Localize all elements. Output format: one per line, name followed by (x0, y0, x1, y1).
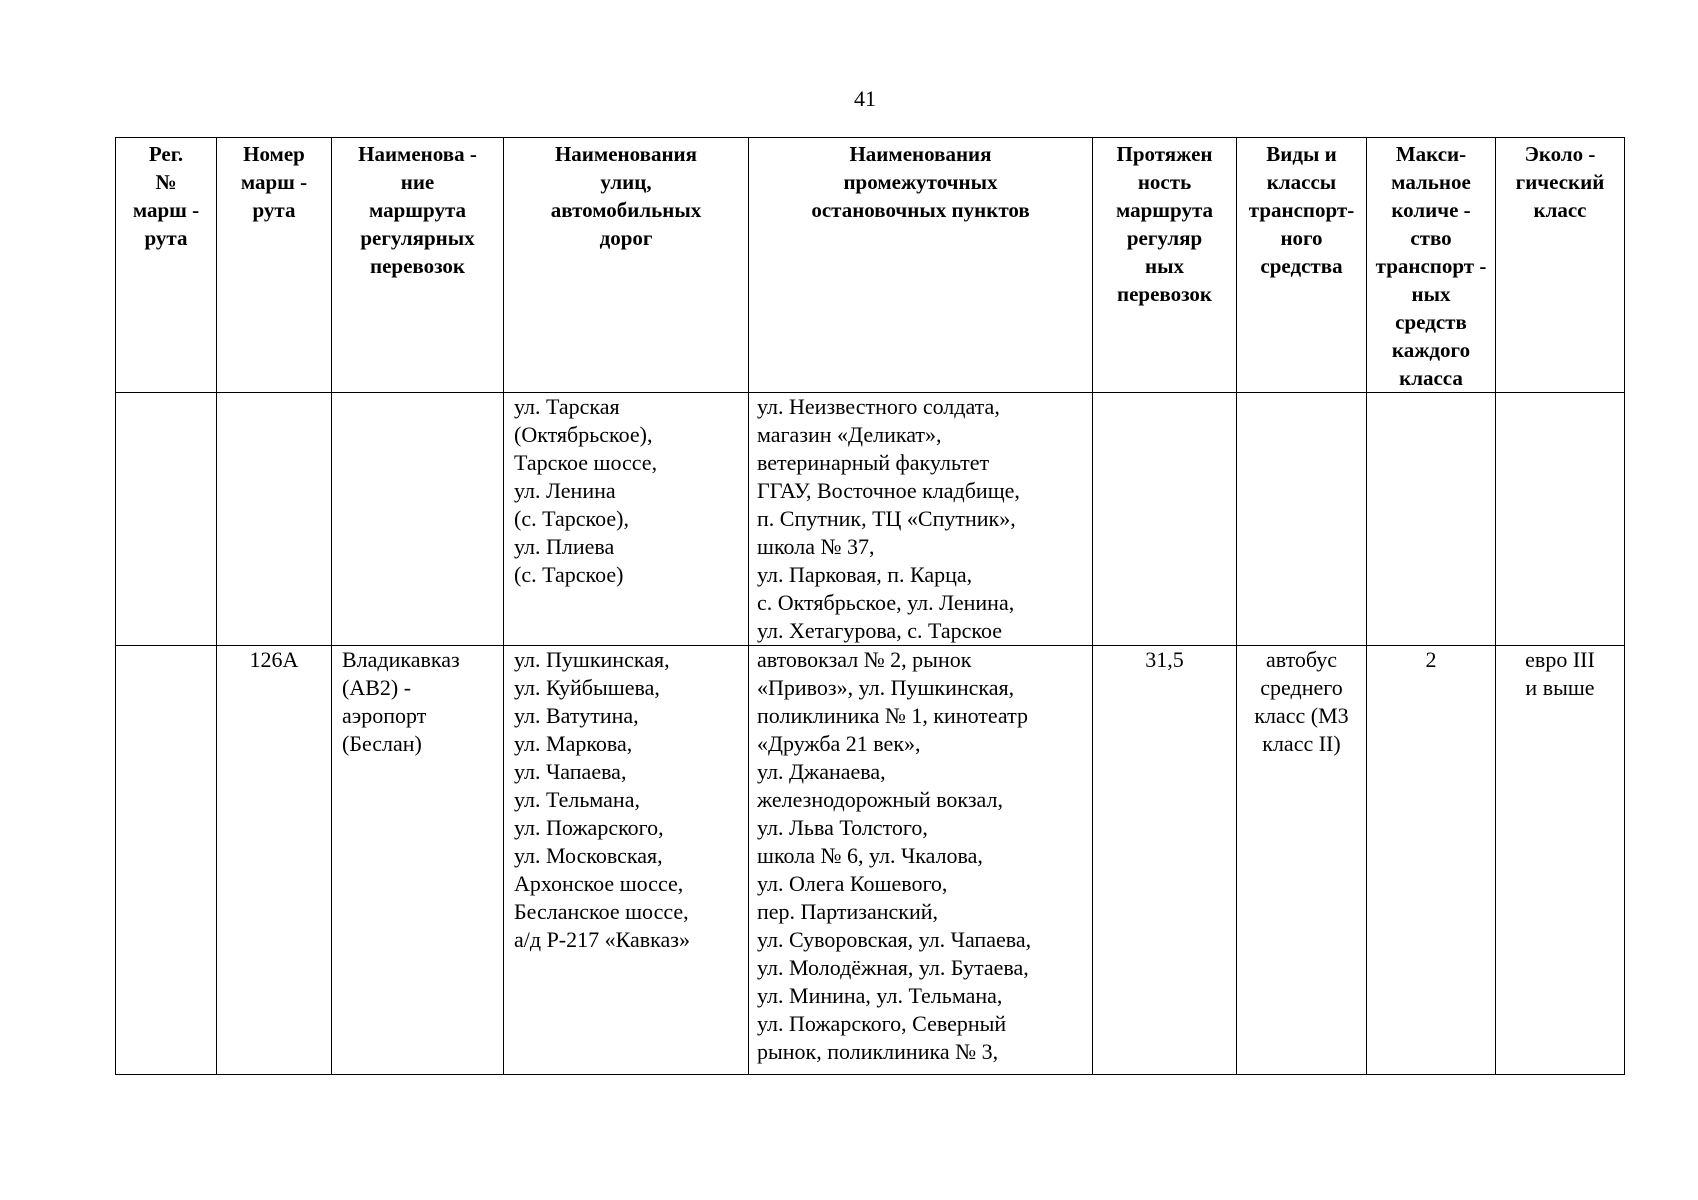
text-line: ул. Маркова, (514, 731, 633, 756)
text-line: железнодорожный вокзал, (757, 787, 1003, 812)
cell-route-name (332, 646, 504, 1075)
cell-stops (749, 393, 1093, 646)
text-line: ство (1410, 226, 1452, 250)
text-line: автобус (1265, 647, 1338, 672)
text-line: Архонское шоссе, (514, 871, 684, 896)
text-line: класс (1533, 198, 1587, 222)
cell-eco-class (1496, 646, 1625, 1075)
text-line: гический (1515, 170, 1605, 194)
header-route-no (217, 138, 332, 393)
cell-max-count: 2 (1367, 646, 1496, 1075)
text-line: школа № 6, ул. Чкалова, (757, 843, 983, 868)
cell-vehicle-class (1237, 393, 1367, 646)
text-line: транспорт - (1375, 254, 1487, 278)
text-line: ветеринарный факультет (757, 450, 990, 475)
text-line: улиц, (600, 170, 652, 194)
header-stops (749, 138, 1093, 393)
header-streets (504, 138, 749, 393)
header-row (116, 138, 1625, 393)
text-line: ного (1280, 226, 1323, 250)
routes-table (115, 137, 1625, 1075)
text-line: Бесланское шоссе, (514, 899, 689, 924)
text-line: автомобильных (550, 198, 702, 222)
text-line: ул. Льва Толстого, (757, 815, 928, 840)
text-line: ных (1145, 254, 1184, 278)
text-line: «Дружба 21 век», (757, 731, 921, 756)
text-line: ул. Пожарского, Северный (757, 1011, 1007, 1036)
cell-length (1093, 393, 1237, 646)
text-line: ул. Пожарского, (514, 815, 664, 840)
text-line: рынок, поликлиника № 3, (757, 1039, 999, 1064)
text-line: классы (1266, 170, 1337, 194)
text-line: ул. Ватутина, (514, 703, 639, 728)
text-line: рута (144, 226, 188, 250)
cell-vehicle-class (1237, 646, 1367, 1075)
text-line: ул. Парковая, п. Карца, (757, 562, 973, 587)
text-line: регуляр (1126, 226, 1203, 250)
text-line: промежуточных (843, 170, 998, 194)
text-line: каждого (1391, 338, 1471, 362)
text-line: класс (М3 (1254, 703, 1349, 728)
text-line: маршрута (368, 198, 467, 222)
table-row (116, 646, 1625, 1075)
cell-length: 31,5 (1093, 646, 1237, 1075)
text-line: ул. Тельмана, (514, 787, 640, 812)
cell-streets (504, 646, 749, 1075)
text-line: ул. Хетагурова, с. Тарское (757, 618, 1002, 643)
text-line: Владикавказ (342, 647, 460, 672)
text-line: (Беслан) (342, 731, 422, 756)
text-line: ность (1137, 170, 1192, 194)
cell-stops (749, 646, 1093, 1075)
text-line: транспорт- (1248, 198, 1355, 222)
cell-route-no: 126А (217, 646, 332, 1075)
text-line: средств (1395, 310, 1467, 334)
text-line: а/д Р-217 «Кавказ» (514, 927, 690, 952)
text-line: (Октябрьское), (514, 422, 653, 447)
text-line: (АВ2) - (342, 675, 412, 700)
text-line: среднего (1260, 675, 1343, 700)
text-line: класса (1399, 366, 1463, 390)
text-line: ул. Пушкинская, (514, 647, 670, 672)
text-line: ных (1411, 282, 1451, 306)
text-line: школа № 37, (757, 534, 875, 559)
text-line: магазин «Деликат», (757, 422, 942, 447)
text-line: «Привоз», ул. Пушкинская, (757, 675, 1015, 700)
text-line: (с. Тарское), (514, 506, 629, 531)
text-line: № (155, 170, 177, 194)
text-line: остановочных пунктов (811, 198, 1030, 222)
header-vehicle-class (1237, 138, 1367, 393)
cell-reg-no (116, 393, 217, 646)
text-line: количе - (1391, 198, 1471, 222)
text-line: (с. Тарское) (514, 562, 624, 587)
text-line: ул. Ленина (514, 478, 616, 503)
text-line: марш - (240, 170, 308, 194)
text-line: Эколо - (1524, 142, 1596, 166)
text-line: ул. Олега Кошевого, (757, 871, 948, 896)
header-route-name (332, 138, 504, 393)
header-reg-no (116, 138, 217, 393)
table-row (116, 393, 1625, 646)
text-line: ул. Куйбышева, (514, 675, 660, 700)
text-line: Тарское шоссе, (514, 450, 658, 475)
header-eco-class (1496, 138, 1625, 393)
text-line: ул. Плиева (514, 534, 615, 559)
text-line: Наименования (849, 142, 992, 166)
text-line: рута (252, 198, 296, 222)
text-line: регулярных (360, 226, 475, 250)
text-line: маршрута (1115, 198, 1214, 222)
header-max-count (1367, 138, 1496, 393)
text-line: ул. Московская, (514, 843, 663, 868)
text-line: Рег. (148, 142, 184, 166)
text-line: марш - (132, 198, 200, 222)
text-line: ул. Джанаева, (757, 759, 886, 784)
text-line: ул. Чапаева, (514, 759, 627, 784)
text-line: ул. Минина, ул. Тельмана, (757, 983, 1003, 1008)
text-line: автовокзал № 2, рынок (757, 647, 972, 672)
cell-eco-class (1496, 393, 1625, 646)
text-line: класс II) (1262, 731, 1341, 756)
text-line: евро III (1525, 647, 1595, 672)
text-line: перевозок (1116, 282, 1213, 306)
text-line: ул. Тарская (514, 394, 620, 419)
text-line: аэропорт (342, 703, 427, 728)
cell-max-count (1367, 393, 1496, 646)
text-line: ние (400, 170, 435, 194)
text-line: Протяжен (1116, 142, 1213, 166)
text-line: ул. Молодёжная, ул. Бутаева, (757, 955, 1029, 980)
cell-route-name (332, 393, 504, 646)
text-line: пер. Партизанский, (757, 899, 939, 924)
text-line: Наименова - (358, 142, 477, 166)
text-line: ул. Неизвестного солдата, (757, 394, 1000, 419)
text-line: ул. Суворовская, ул. Чапаева, (757, 927, 1032, 952)
cell-route-no (217, 393, 332, 646)
text-line: перевозок (369, 254, 466, 278)
cell-streets (504, 393, 749, 646)
text-line: Наименования (554, 142, 698, 166)
text-line: ГГАУ, Восточное кладбище, (757, 478, 1020, 503)
cell-reg-no (116, 646, 217, 1075)
text-line: дорог (599, 226, 653, 250)
text-line: Макси- (1395, 142, 1467, 166)
header-length (1093, 138, 1237, 393)
text-line: п. Спутник, ТЦ «Спутник», (757, 506, 1016, 531)
text-line: Виды и (1266, 142, 1337, 166)
text-line: поликлиника № 1, кинотеатр (757, 703, 1029, 728)
text-line: с. Октябрьское, ул. Ленина, (757, 590, 1015, 615)
text-line: Номер (243, 142, 305, 166)
text-line: средства (1260, 254, 1343, 278)
text-line: мальное (1391, 170, 1471, 194)
text-line: и выше (1525, 675, 1595, 700)
page-number: 41 (854, 86, 876, 111)
